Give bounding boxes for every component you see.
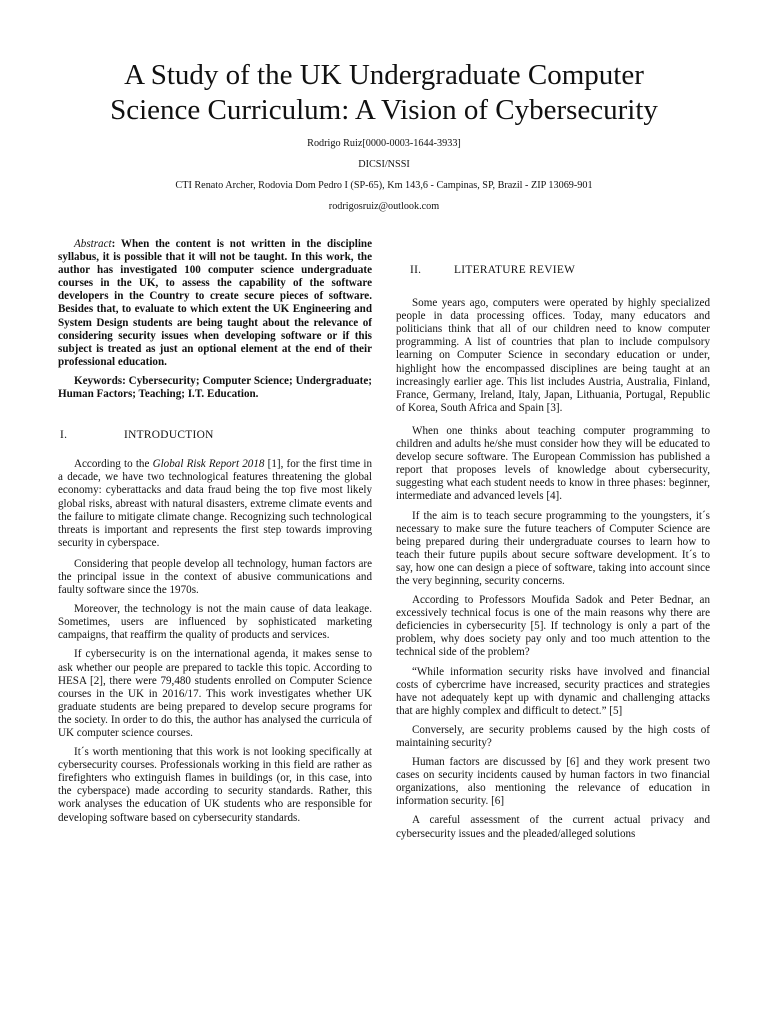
abstract-text: When the content is not written in the discipline syllabus, it is possible that it will not be taught. In this work, the author has investigated 100 computer science undergraduate courses in the UK, to assess the capability of the software developers in the Country to create secure pieces of software. Besides that, to evaluate to which extent the UK Engineering and System Design students are being taught about the relevance of considering security issues when developing software or if this subject is treated as just an optional element at the end of their professional education. [58,238,372,368]
paragraph: If the aim is to teach secure programming to the youngsters, it´s necessary to make sure the future teachers of Computer Science are being prepared during their undergraduate courses to learn how to teach their future pupils about secure software development. It´s to say, how one can design a piece of software, taking into account since the very beginning, security concerns. [396,509,710,587]
paragraph: According to Professors Moufida Sadok and Peter Bednar, an excessively technical focus is one of the main reasons why there are deficiencies in cybersecurity [5]. If technology is only a part of the problem, why does society pay only and too much attention to the technical side of the problem? [396,594,710,659]
paragraph: Conversely, are security problems caused by the high costs of maintaining security? [396,723,710,749]
keywords: Keywords: Cybersecurity; Computer Science; Undergraduate; Human Factors; Teaching; I.T. Education. [58,374,372,401]
author-block [40,133,728,217]
abstract-colon: : [111,238,121,250]
paragraph: It´s worth mentioning that this work is not looking specifically at cybersecurity courses. Professionals working in this field are rather as firefighters who extinguish flames in buildings (or, in this case, into the cyberspace) made according to security standards. Rather, this work analyses the education of UK students who are responsible for developing software based on cybersecurity standards. [58,746,372,824]
section-title: LITERATURE REVIEW [454,264,576,276]
section-heading-literature-review [396,264,710,277]
text-run: [1], for the first time in a decade, we have two technological features threatening the global economy: cyberattacks and data fraud being the top five most likely global risks, abreast with natural disasters, extreme climate events and the failure to mitigate climate change. Recognizing such technological threats is important and represents the first step towards improving security in cyberspace. [58,458,373,549]
paragraph: Moreover, the technology is not the main cause of data leakage. Sometimes, users are influenced by sophisticated marketing campaigns, that reaffirm the quality of products and services. [58,603,372,642]
paragraph: Considering that people develop all technology, human factors are the principal issue in the context of abusive communications and faulty software since the 1970s. [58,557,372,597]
author-email: rodrigosruiz@outlook.com [328,201,440,212]
abstract-label: Abstract [74,238,112,250]
abstract [58,238,372,369]
paragraph: If cybersecurity is on the international agenda, it makes sense to ask whether our people are prepared to tackle this topic. According to HESA [2], there were 79,480 students enrolled on Computer Science courses in the UK in 2016/17. This work investigates whether UK graduate students are being prepared to develop secure programs for the society. In order to do this, the author has analysed the curricula of UK computer science courses. [58,648,372,739]
paragraph: When one thinks about teaching computer programming to children and adults he/she must consider how they will be educated to develop secure software. The European Commission has published a report that proposes levels of knowledge about cybersecurity, suggesting what each student needs to know in three phases: beginner, intermediate and advanced levels [4]. [396,424,710,503]
section-number: II. [410,264,422,276]
report-title: Global Risk Report 2018 [152,458,265,471]
author-affiliation: CTI Renato Archer, Rodovia Dom Pedro I (SP-65), Km 143,6 - Campinas, SP, Brazil - ZIP 13069-901 [175,180,593,191]
block-quote: “While information security risks have involved and financial costs of cybercrime have increased, security practices and strategies have not adequately kept up with dynamic and challenging attacks that are highly complex and difficult to detect.” [5] [396,665,710,717]
section-heading-introduction [58,429,372,442]
text-run: According to the [74,458,153,471]
paragraph: Human factors are discussed by [6] and they work present two cases on security incidents caused by human factors in two financial organizations, also mentioning the relevance of education in information security. [6] [396,756,710,808]
author-department: DICSI/NSSI [358,159,410,170]
title-line-2: Science Curriculum: A Vision of Cybersecurity [110,94,658,126]
section-title: INTRODUCTION [124,429,214,442]
paragraph: A careful assessment of the current actual privacy and cybersecurity issues and the pleaded/alleged solutions [396,814,710,840]
paper-title [40,58,728,128]
title-line-1: A Study of the UK Undergraduate Computer [124,59,644,91]
author-name: Rodrigo Ruiz[0000-0003-1644-3933] [307,138,461,149]
section-number: I. [60,429,68,442]
paragraph: Some years ago, computers were operated by highly specialized people in data processing offices. Today, many educators and politicians think that all of our children need to know computer programming. A list of countries that plan to include compulsory learning on Computer Science in secondary education or under, highlight how the encompassed disciplines are being taught at an increasingly earlier age. This list includes Austria, Australia, Finland, France, Germany, Ireland, Italy, Japan, Lithuania, Portugal, Republic of Korea, South Africa and Spain [3]. [396,297,710,414]
paragraph [58,458,372,550]
left-column [58,238,372,831]
right-column [396,264,710,847]
